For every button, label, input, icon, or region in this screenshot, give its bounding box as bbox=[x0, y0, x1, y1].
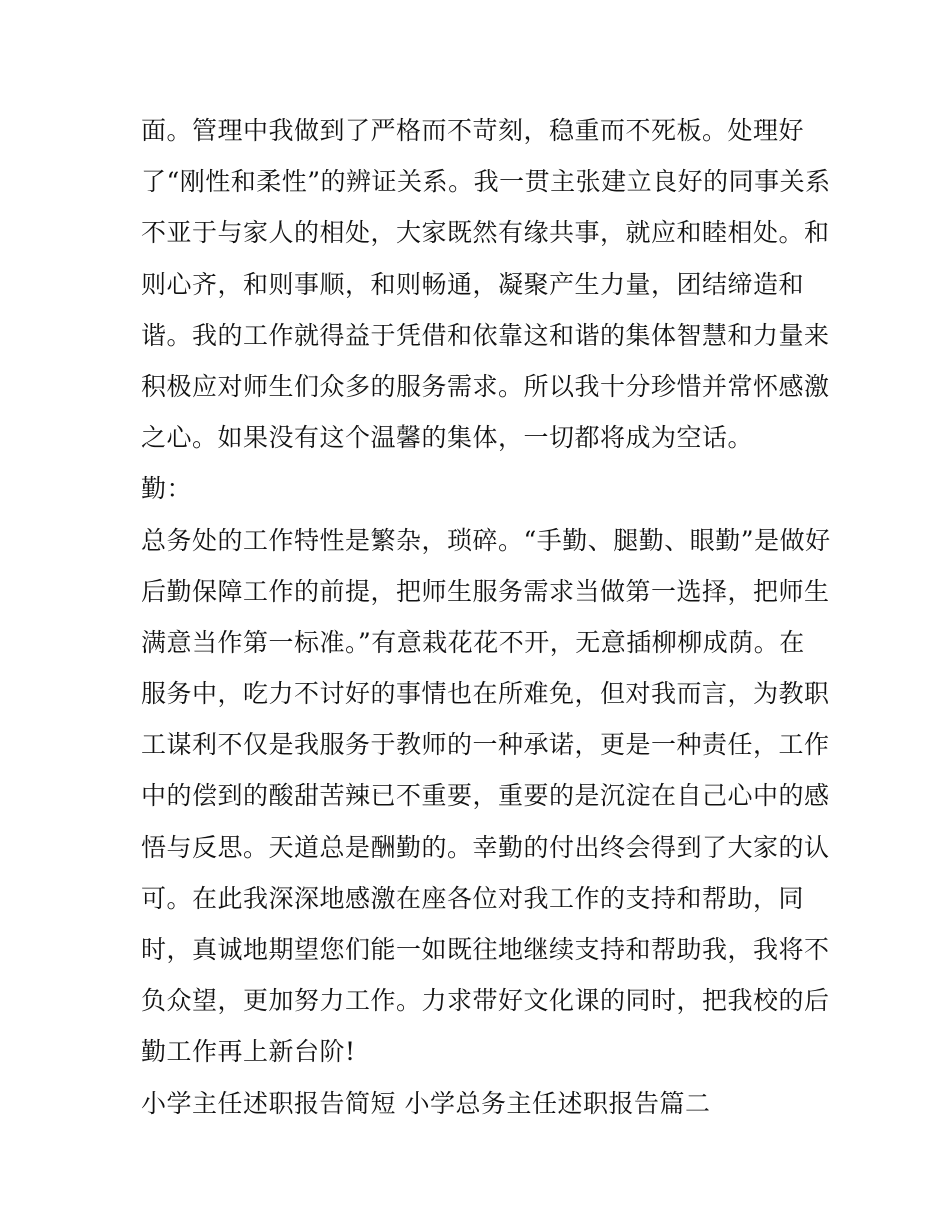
text-line: 了“刚性和柔性”的辨证关系。我一贯主张建立良好的同事关系 bbox=[141, 167, 831, 197]
text-line: 之心。如果没有这个温馨的集体，一切都将成为空话。 bbox=[141, 423, 754, 453]
section-heading: 勤： bbox=[141, 474, 193, 504]
text-line: 勤工作再上新台阶! bbox=[141, 1037, 356, 1067]
text-line: 谐。我的工作就得益于凭借和依靠这和谐的集体智慧和力量来 bbox=[141, 320, 830, 350]
text-line: 可。在此我深深地感激在座各位对我工作的支持和帮助，同 bbox=[141, 883, 805, 913]
document-title-heading: 小学主任述职报告简短 小学总务主任述职报告篇二 bbox=[141, 1088, 711, 1118]
text-line: 则心齐，和则事顺，和则畅通，凝聚产生力量，团结缔造和 bbox=[141, 269, 805, 299]
text-line: 时，真诚地期望您们能一如既往地继续支持和帮助我，我将不 bbox=[141, 935, 830, 964]
text-line: 中的偿到的酸甜苦辣已不重要，重要的是沉淀在自己心中的感 bbox=[141, 781, 830, 811]
text-line: 面。管理中我做到了严格而不苛刻，稳重而不死板。处理好 bbox=[141, 116, 805, 145]
text-line: 总务处的工作特性是繁杂，琐碎。“手勤、腿勤、眼勤”是做好 bbox=[141, 525, 831, 555]
text-line: 服务中，吃力不讨好的事情也在所难免，但对我而言，为教职 bbox=[141, 679, 830, 709]
text-line: 后勤保障工作的前提，把师生服务需求当做第一选择，把师生 bbox=[141, 576, 830, 606]
text-line: 悟与反思。天道总是酬勤的。幸勤的付出终会得到了大家的认 bbox=[141, 832, 830, 862]
text-line: 不亚于与家人的相处，大家既然有缘共事，就应和睦相处。和 bbox=[141, 218, 830, 248]
text-line: 工谋利不仅是我服务于教师的一种承诺，更是一种责任，工作 bbox=[141, 730, 830, 760]
text-line: 积极应对师生们众多的服务需求。所以我十分珍惜并常怀感激 bbox=[141, 371, 830, 401]
text-line: 满意当作第一标准。”有意栽花花不开，无意插柳柳成荫。在 bbox=[141, 627, 805, 657]
text-line: 负众望，更加努力工作。力求带好文化课的同时，把我校的后 bbox=[141, 986, 830, 1016]
body-text bbox=[141, 105, 831, 1129]
